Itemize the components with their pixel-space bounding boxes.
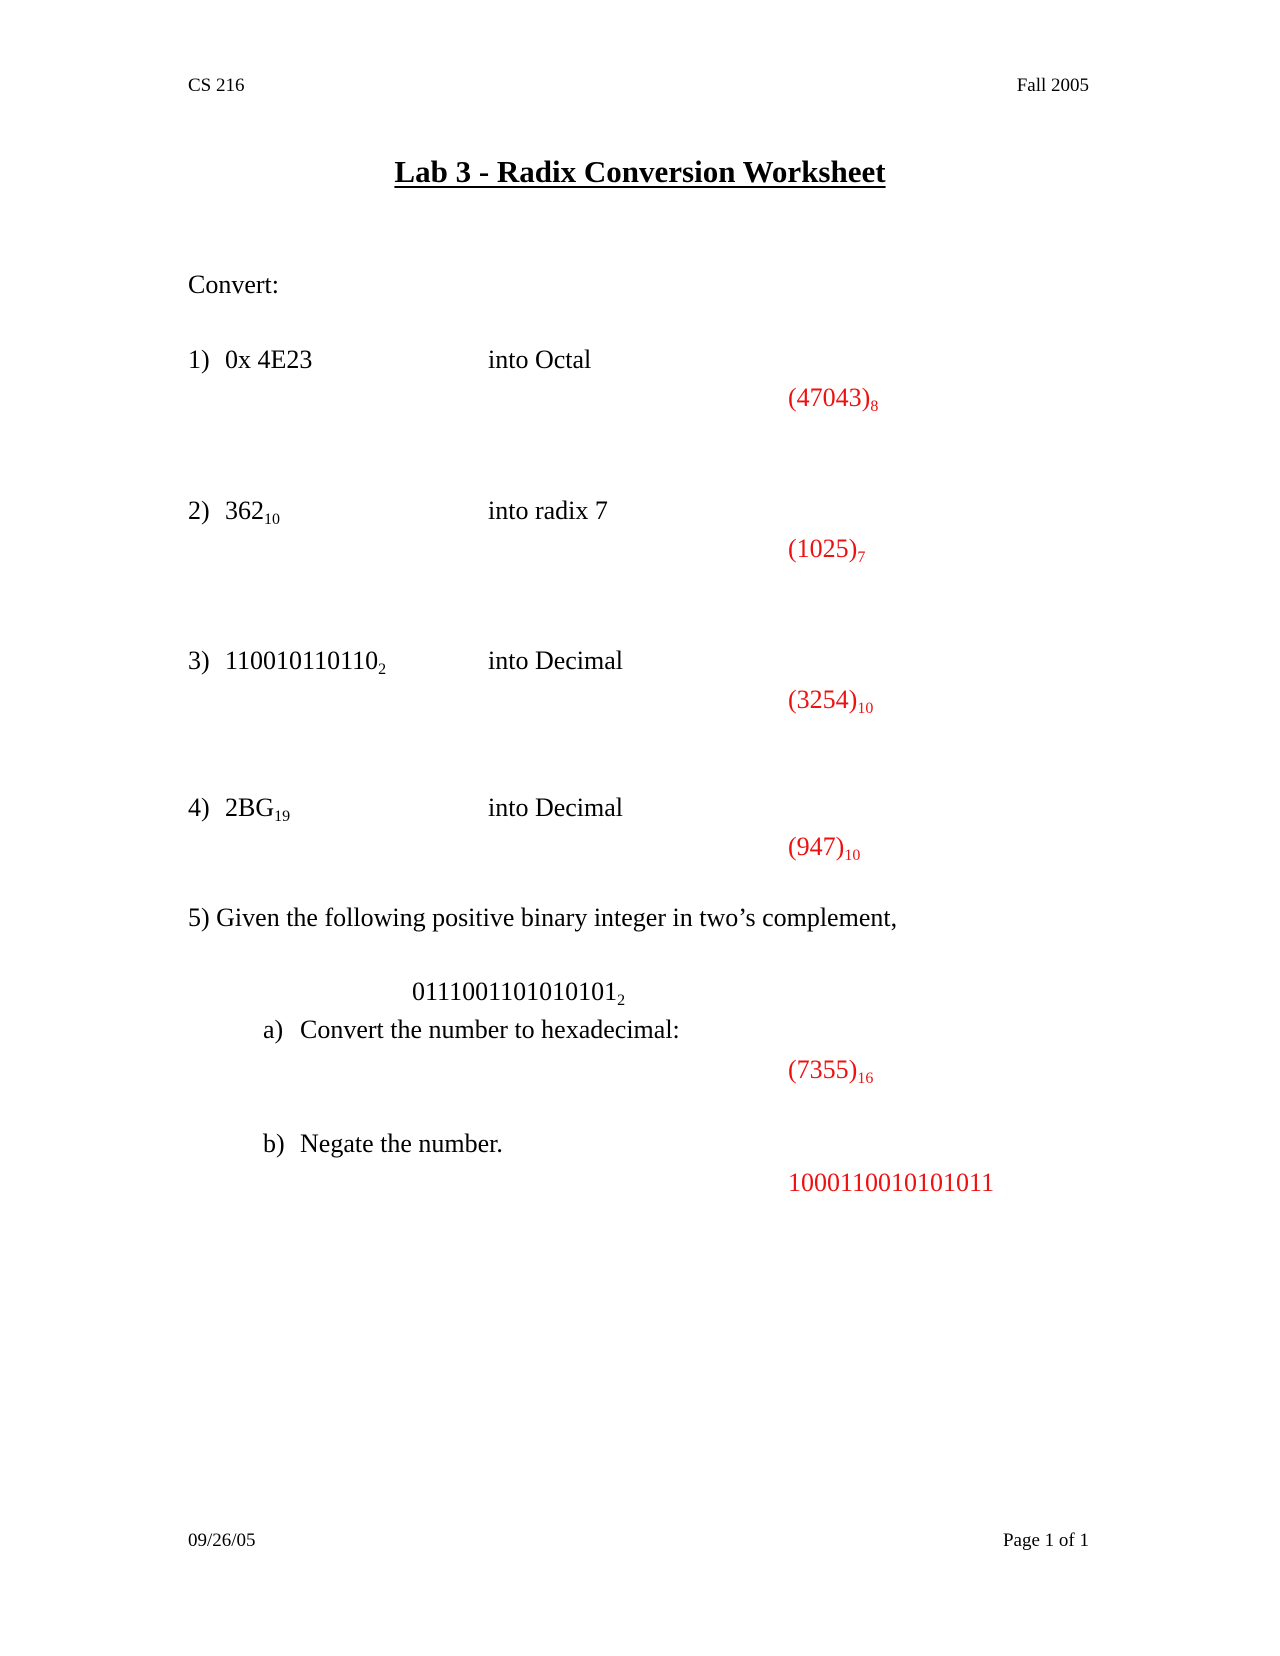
answer-5b: 1000110010101011 (788, 1168, 995, 1197)
course-label: CS 216 (188, 75, 245, 96)
problem-value: $2BG_{19}$ (225, 793, 291, 825)
part-a-text: Convert the number to hexadecimal: (300, 1015, 680, 1044)
part-a-label: a) (263, 1015, 284, 1044)
problem-task: into Decimal (488, 646, 624, 675)
problem-value: $110010110110_2$ (225, 646, 387, 678)
part-b-label: b) (263, 1129, 285, 1158)
answer-3: $(3254)_{10}$ (788, 685, 874, 717)
problem-value: $362_{10}$ (225, 496, 280, 528)
answer-2: $(1025)_7$ (788, 534, 866, 566)
footer-page: Page 1 of 1 (1002, 1530, 1089, 1551)
page-title: Lab 3 - Radix Conversion Worksheet (394, 154, 886, 189)
problem-task: into radix 7 (488, 496, 608, 525)
problem-number: 2) (188, 496, 210, 525)
answer-1: $(47043)_8$ (788, 383, 879, 415)
problem-task: into Octal (488, 345, 592, 374)
intro-text: Convert: (188, 270, 279, 299)
problem-value: 0x 4E23 (225, 345, 313, 374)
footer-date: 09/26/05 (188, 1530, 256, 1551)
problem-task: into Decimal (488, 793, 624, 822)
problem-5-prompt: 5) Given the following positive binary integer in two’s complement, (188, 903, 898, 932)
term-label: Fall 2005 (1016, 75, 1089, 96)
binary-number: $0111001101010101_2$ (412, 977, 626, 1009)
answer-4: $(947)_{10}$ (788, 832, 861, 864)
problem-number: 1) (188, 345, 210, 374)
problem-number: 3) (188, 646, 210, 675)
part-b-text: Negate the number. (300, 1129, 503, 1158)
answer-5a: $(7355)_{16}$ (788, 1055, 874, 1087)
problem-number: 4) (188, 793, 210, 822)
